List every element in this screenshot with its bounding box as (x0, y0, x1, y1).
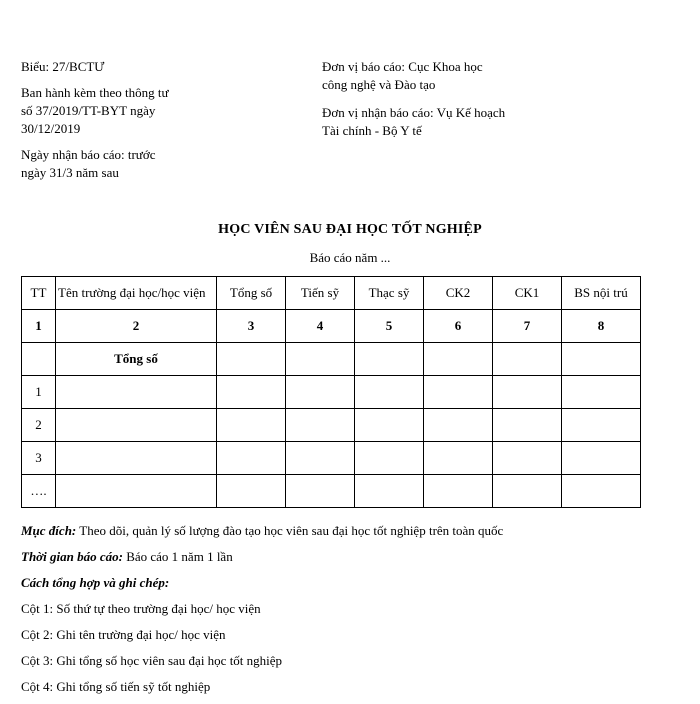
column-number-cell: 7 (493, 310, 562, 343)
header-cell: BS nội trú (562, 277, 641, 310)
total-row (22, 343, 641, 376)
table-cell (562, 343, 641, 376)
table-cell (22, 343, 56, 376)
column-note-2: Cột 2: Ghi tên trường đại học/ học viện (21, 627, 226, 642)
column-number-cell: 1 (22, 310, 56, 343)
table-cell (217, 343, 286, 376)
period-label: Thời gian báo cáo: (21, 549, 123, 564)
receiving-unit (322, 104, 572, 140)
table-cell (355, 442, 424, 475)
header-cell: CK2 (424, 277, 493, 310)
column-note-1: Cột 1: Số thứ tự theo trường đại học/ học viện (21, 601, 261, 616)
header-cell: Tiến sỹ (286, 277, 355, 310)
table-cell (424, 442, 493, 475)
column-number-cell: 5 (355, 310, 424, 343)
column-number-cell: 6 (424, 310, 493, 343)
table-cell (56, 475, 217, 508)
deadline-note (21, 146, 211, 182)
column-number-cell: 2 (56, 310, 217, 343)
column-note-4: Cột 4: Ghi tổng số tiến sỹ tốt nghiệp (21, 679, 211, 694)
table-header-row (22, 277, 641, 310)
report-subtitle: Báo cáo năm ... (309, 250, 391, 265)
table-cell (493, 442, 562, 475)
table-cell (424, 409, 493, 442)
row-number: …. (22, 475, 56, 508)
table-cell (217, 475, 286, 508)
header-cell: CK1 (493, 277, 562, 310)
reporting-unit (322, 58, 572, 94)
reporter-line-2: công nghệ và Đào tạo (322, 77, 436, 92)
table-cell (286, 475, 355, 508)
receiver-line-2: Tài chính - Bộ Y tế (322, 123, 422, 138)
method-label: Cách tổng hợp và ghi chép: (21, 575, 170, 590)
deadline-line-1: Ngày nhận báo cáo: trước (21, 147, 156, 162)
column-number-cell: 8 (562, 310, 641, 343)
column-number-cell: 4 (286, 310, 355, 343)
table-cell (217, 442, 286, 475)
table-cell (562, 475, 641, 508)
table-cell (56, 376, 217, 409)
table-row (22, 442, 641, 475)
table-cell (424, 343, 493, 376)
reporter-line-1: Đơn vị báo cáo: Cục Khoa học (322, 59, 483, 74)
purpose-text: Theo dõi, quản lý số lượng đào tạo học viên sau đại học tốt nghiệp trên toàn quốc (79, 523, 504, 538)
header-cell: TT (22, 277, 56, 310)
report-title: HỌC VIÊN SAU ĐẠI HỌC TỐT NGHIỆP (218, 222, 482, 237)
table-cell (286, 409, 355, 442)
table-cell (355, 343, 424, 376)
table-cell (355, 376, 424, 409)
table-cell (562, 409, 641, 442)
table-cell (562, 442, 641, 475)
table-cell (424, 475, 493, 508)
table-cell (424, 376, 493, 409)
table-cell (493, 376, 562, 409)
receiver-line-1: Đơn vị nhận báo cáo: Vụ Kế hoạch (322, 105, 506, 120)
table-cell (56, 442, 217, 475)
header-cell: Tên trường đại học/học viện (56, 277, 217, 310)
header-cell: Thạc sỹ (355, 277, 424, 310)
issued-line-3: 30/12/2019 (21, 121, 81, 136)
column-number-row (22, 310, 641, 343)
header-left (21, 58, 211, 190)
table-cell (217, 409, 286, 442)
table-cell (493, 409, 562, 442)
deadline-line-2: ngày 31/3 năm sau (21, 165, 119, 180)
table-row (22, 475, 641, 508)
table-cell (56, 409, 217, 442)
header-cell: Tổng số (217, 277, 286, 310)
purpose-label: Mục đích: (21, 523, 77, 538)
issued-line-2: số 37/2019/TT-BYT ngày (21, 103, 156, 118)
notes-section (21, 522, 681, 704)
table-cell (493, 475, 562, 508)
issued-note (21, 84, 211, 138)
table-cell (286, 343, 355, 376)
table-cell (355, 409, 424, 442)
form-code: Biểu: 27/BCTƯ (21, 59, 105, 74)
header-right (322, 58, 572, 150)
table-cell (286, 442, 355, 475)
purpose-line (21, 522, 681, 540)
table-cell (286, 376, 355, 409)
table-cell (493, 343, 562, 376)
table-cell (355, 475, 424, 508)
table-cell (562, 376, 641, 409)
period-text: Báo cáo 1 năm 1 lần (126, 549, 233, 564)
row-number: 1 (22, 376, 56, 409)
row-number: 3 (22, 442, 56, 475)
issued-line-1: Ban hành kèm theo thông tư (21, 85, 169, 100)
column-number-cell: 3 (217, 310, 286, 343)
table-cell (217, 376, 286, 409)
column-note-3: Cột 3: Ghi tổng số học viên sau đại học tốt nghiệp (21, 653, 283, 668)
table-row (22, 376, 641, 409)
report-table (21, 276, 641, 508)
period-line (21, 548, 681, 566)
row-number: 2 (22, 409, 56, 442)
table-row (22, 409, 641, 442)
total-label: Tổng số (56, 343, 217, 376)
